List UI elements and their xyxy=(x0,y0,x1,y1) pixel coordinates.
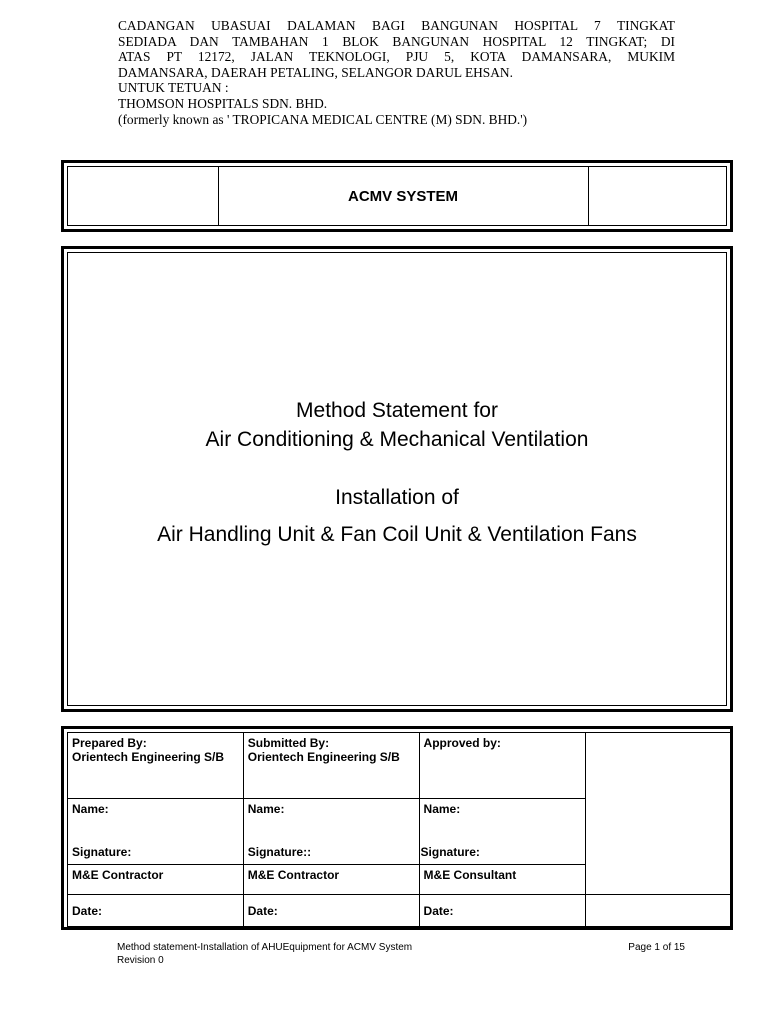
submitted-by-company: Orientech Engineering S/B xyxy=(247,750,400,764)
role-cell-1: M&E Contractor xyxy=(68,865,244,895)
page-number: Page 1 of 15 xyxy=(628,942,685,953)
date-cell-1: Date: xyxy=(68,895,244,927)
title-box-left-cell xyxy=(68,167,219,225)
doc-title-line-2: Air Conditioning & Mechanical Ventilation xyxy=(205,428,589,451)
approved-by-label: Approved by: xyxy=(423,736,501,750)
name-signature-cell-1 xyxy=(68,799,244,865)
submitted-by-cell xyxy=(243,733,419,799)
approved-by-cell xyxy=(419,733,586,799)
signoff-box xyxy=(61,726,733,930)
client-name: THOMSON HOSPITALS SDN. BHD. xyxy=(118,95,328,111)
page-footer xyxy=(117,941,685,967)
doc-title-line-1: Method Statement for xyxy=(296,399,498,422)
project-header xyxy=(118,18,675,127)
prepared-by-cell xyxy=(68,733,244,799)
signoff-table xyxy=(67,732,733,927)
signature-label: Signature: xyxy=(72,845,132,859)
footer-doc-name: Method statement-Installation of AHUEquipment for ACMV System xyxy=(117,942,413,953)
header-line-4: DAMANSARA, DAERAH PETALING, SELANGOR DARUL EHSAN. xyxy=(118,64,513,80)
blank-cell xyxy=(586,733,733,895)
header-line-1: CADANGAN UBASUAI DALAMAN BAGI BANGUNAN HOSPITAL 7 TINGKAT xyxy=(118,18,675,33)
name-label: Name: xyxy=(247,802,285,816)
client-former-name: (formerly known as ' TROPICANA MEDICAL CENTRE (M) SDN. BHD.') xyxy=(118,111,528,127)
system-title-box xyxy=(61,160,733,232)
table-row xyxy=(68,733,733,799)
name-label: Name: xyxy=(423,802,461,816)
doc-subtitle-line-2: Air Handling Unit & Fan Coil Unit & Ventilation Fans xyxy=(157,523,637,546)
doc-subtitle-line-1: Installation of xyxy=(335,486,459,509)
signature-label: Signature:: xyxy=(247,845,312,859)
footer-revision: Revision 0 xyxy=(117,955,164,966)
document-title-box xyxy=(61,246,733,712)
signature-label: Signature: xyxy=(420,845,480,859)
date-cell-3: Date: xyxy=(419,895,586,927)
system-title: ACMV SYSTEM xyxy=(347,187,458,205)
header-line-3: ATAS PT 12172, JALAN TEKNOLOGI, PJU 5, KOTA DAMANSARA, MUKIM xyxy=(118,49,675,65)
header-line-5: UNTUK TETUAN : xyxy=(118,80,229,96)
name-signature-cell-2 xyxy=(243,799,419,865)
prepared-by-label: Prepared By: xyxy=(72,736,147,750)
name-signature-cell-3 xyxy=(419,799,586,865)
date-cell-2: Date: xyxy=(243,895,419,927)
submitted-by-label: Submitted By: xyxy=(247,736,330,750)
prepared-by-company: Orientech Engineering S/B xyxy=(72,750,225,764)
table-row xyxy=(68,895,733,927)
role-cell-2: M&E Contractor xyxy=(243,865,419,895)
role-cell-3: M&E Consultant xyxy=(419,865,586,895)
blank-cell xyxy=(586,895,733,927)
name-label: Name: xyxy=(72,802,109,816)
header-line-2: SEDIADA DAN TAMBAHAN 1 BLOK BANGUNAN HOSPITAL 12 TINGKAT; DI xyxy=(118,33,675,49)
